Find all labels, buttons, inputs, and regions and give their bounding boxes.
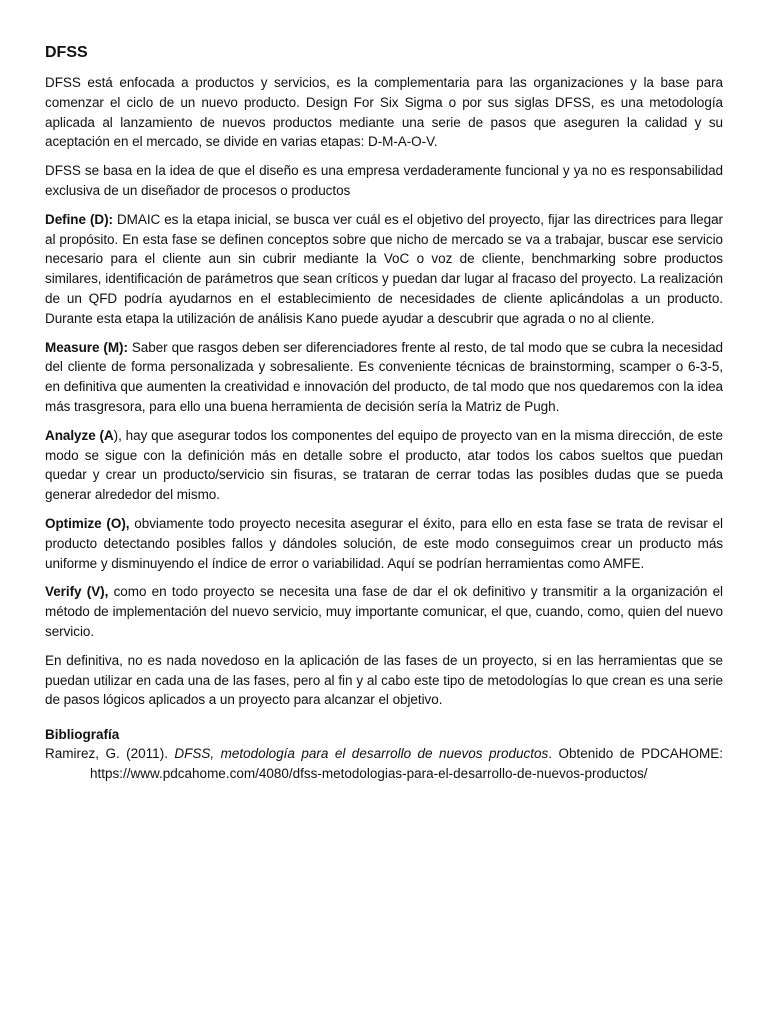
intro-paragraph-2: DFSS se basa en la idea de que el diseño es una empresa verdaderamente funcional y ya no es responsabilidad exclusiva de un diseñador de procesos o productos	[45, 163, 723, 198]
phase-define-label: Define (D):	[45, 211, 113, 227]
phase-define-text: DMAIC es la etapa inicial, se busca ver cuál es el objetivo del proyecto, fijar las directrices para llegar al propósito. En esta fase se definen conceptos sobre que nicho de mercado se va a trabajar, buscar ese servicio necesario para el cliente aun sin cubrir mediante la VoC o voz de cliente, benchmarking sobre productos similares, identificación de parámetros que sean críticos y puedan dar lugar al fracaso del proyecto. La realización de un QFD podría ayudarnos en el establecimiento de necesidades de cliente aplicándolas a un producto. Durante esta etapa la utilización de análisis Kano puede ayudar a descubrir que agrada o no al cliente.	[45, 211, 723, 326]
phase-analyze-label: Analyze (A	[45, 427, 114, 443]
bibliography-work-title: DFSS, metodología para el desarrollo de nuevos productos	[174, 746, 549, 762]
phase-measure-label: Measure (M):	[45, 339, 128, 355]
phase-analyze-text: ), hay que asegurar todos los componentes del equipo de proyecto van en la misma dirección, de este modo se sigue con la definición más en detalle sobre el producto, atar todos los cabos sueltos que puedan quedar y crear un producto/servicio sin fisuras, se trataran de cerrar todas las posibles dudas que se pueda generar alrededor del mismo.	[45, 427, 723, 503]
phase-optimize-text: obviamente todo proyecto necesita asegurar el éxito, para ello en esta fase se trata de revisar el producto detectando posibles fallos y dándoles solución, de este modo conseguimos crear un producto más uniforme y disminuyendo el índice de error o variabilidad. Aquí se podrían herramientas como AMFE.	[45, 515, 723, 571]
bibliography-entry	[45, 744, 723, 764]
phase-optimize-label: Optimize (O),	[45, 515, 130, 531]
phase-verify-label: Verify (V),	[45, 584, 109, 600]
phase-define-paragraph	[45, 210, 723, 329]
bibliography-url: https://www.pdcahome.com/4080/dfss-metodologias-para-el-desarrollo-de-nuevos-productos/	[90, 765, 648, 781]
phase-measure-text: Saber que rasgos deben ser diferenciadores frente al resto, de tal modo que se cubra la necesidad del cliente de forma personalizada y sobresaliente. Es conveniente técnicas de brainstorming, scamper o 6-3-5, en definitiva que aumenten la creatividad e innovación del producto, de tal modo que nos quedaremos con la idea más trasgresora, para ello una buena herramienta de decisión sería la Matriz de Pugh.	[45, 339, 723, 414]
intro-paragraph-1: DFSS está enfocada a productos y servicios, es la complementaria para las organizaciones y la base para comenzar el ciclo de un nuevo producto. Design For Six Sigma o por sus siglas DFSS, es una metodología aplicada al lanzamiento de nuevos productos mediante una serie de pasos que aseguren la calidad y su aceptación en el mercado, se divide en varias etapas: D-M-A-O-V.	[45, 75, 723, 150]
document-title: DFSS	[45, 44, 88, 61]
bibliography-author-year: Ramirez, G. (2011).	[45, 746, 175, 762]
phase-measure-paragraph	[45, 338, 723, 417]
phase-verify-paragraph	[45, 582, 723, 641]
phase-analyze-paragraph	[45, 426, 723, 505]
phase-optimize-paragraph	[45, 514, 723, 573]
bibliography-obtained: . Obtenido de PDCAHOME:	[548, 746, 723, 762]
bibliography-section	[45, 725, 723, 783]
conclusion-paragraph: En definitiva, no es nada novedoso en la aplicación de las fases de un proyecto, si en las herramientas que se puedan utilizar en cada una de las fases, pero al fin y al cabo este tipo de metodologías lo que crean es una serie de pasos lógicos aplicados a un proyecto para alcanzar el objetivo.	[45, 652, 723, 708]
bibliography-heading: Bibliografía	[45, 727, 120, 743]
phase-verify-text: como en todo proyecto se necesita una fase de dar el ok definitivo y transmitir a la organización el método de implementación del nuevo servicio, muy importante comunicar, el que, cuando, como, quien del nuevo servicio.	[45, 584, 724, 639]
